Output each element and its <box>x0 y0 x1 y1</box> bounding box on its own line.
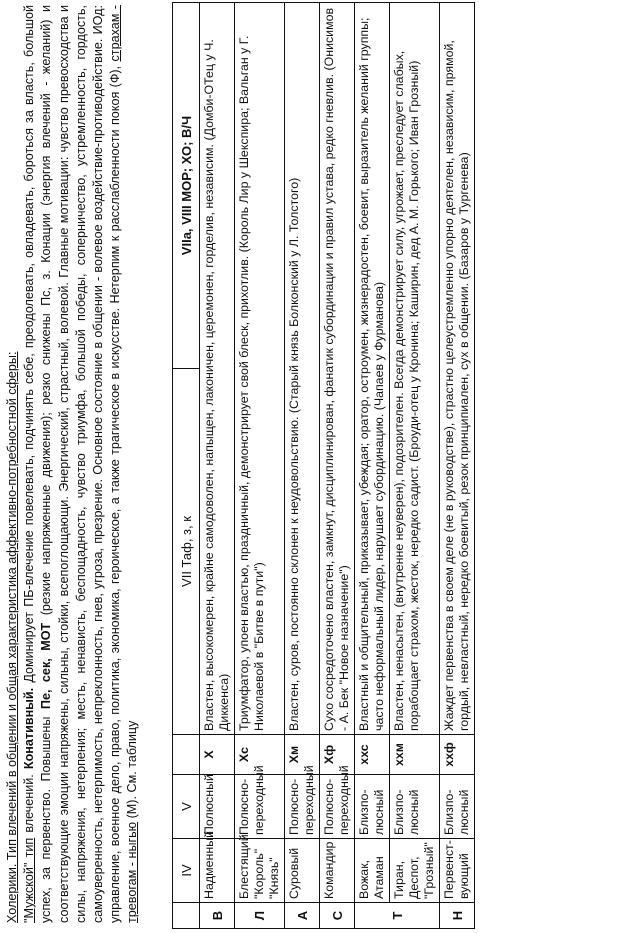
table-header-row <box>173 3 200 929</box>
description-cell: Сухо сосредоточено властен, замкнут, дисциплинирован, фанатик субординации и правил устава, редко гневлив. (Онисимов - А. Бек "Новое назначение") <box>320 3 355 735</box>
pole-cell: Полюсно-переходный <box>285 775 320 839</box>
table-row <box>235 3 285 929</box>
intro-text-run: Доминирует ПБ-влечение повелевать, подчинять себе, преодолевать, овладевать, бороться за власть, большой успех, за первенство. Повышены <box>22 5 54 923</box>
code-cell: Хф <box>320 735 355 775</box>
header-cell: IV <box>173 839 200 903</box>
type-name-cell: Вожак, Атаман <box>355 839 390 903</box>
type-name-cell: Тиран, Деспот, "Грозный" <box>390 839 440 903</box>
type-name-cell: Надменный <box>200 839 235 903</box>
code-cell: Хм <box>285 735 320 775</box>
intro-text-run: "Мужской" тип <box>22 837 37 923</box>
table-row <box>320 3 355 929</box>
pole-cell: Близпо-люсный <box>440 775 475 839</box>
type-table <box>172 2 475 929</box>
intro-text-run: Пе, сек, МОТ <box>39 622 54 710</box>
group-letter-cell: В <box>200 903 235 929</box>
code-cell: ххс <box>355 735 390 775</box>
group-letter-cell: Л <box>235 903 285 929</box>
group-letter-cell: Н <box>440 903 475 929</box>
table-body <box>200 3 475 929</box>
intro-text-run: влечений. <box>22 769 37 838</box>
type-name-cell: Командир <box>320 839 355 903</box>
pole-cell: Полюсный <box>200 775 235 839</box>
group-letter-cell: С <box>320 903 355 929</box>
code-cell: ххм <box>390 735 440 775</box>
intro-text-run: страхам - тревогам - ныгью <box>108 5 140 923</box>
intro-block <box>4 5 142 923</box>
pole-cell: Близпо-люсный <box>355 775 390 839</box>
pole-cell: Полюсно-переходный <box>320 775 355 839</box>
table-row <box>285 3 320 929</box>
intro-text-run: (М). См. таблицу <box>125 720 140 822</box>
type-name-cell: Суровый <box>285 839 320 903</box>
group-letter-cell: А <box>285 903 320 929</box>
pole-cell: Полюсно-переходный <box>235 775 285 839</box>
header-cell <box>173 903 200 929</box>
description-cell: Властен, ненасытен, (внутренне неуверен), подозрителен. Всегда демонстрирует силу, угрожает, преследует слабых, порабощает страхом, жесток, нередко садист. (Броуди-отец у Кронина; Каширин, дед А. М. Горького; Иван Грозный) <box>390 3 440 735</box>
code-cell: ххф <box>440 735 475 775</box>
type-table-wrapper <box>172 3 475 929</box>
header-cell: V <box>173 775 200 839</box>
header-cell: VII Таф, з, к <box>173 369 200 735</box>
intro-paragraph <box>21 5 141 923</box>
code-cell: Х <box>200 735 235 775</box>
description-cell: Властен, высокомерен, крайне самодоволен, напыщен, лаконичен, церемонен, горделив, независим. (Домби-ОТец у Ч. Диккенса) <box>200 3 235 735</box>
header-cell <box>173 735 200 775</box>
table-row <box>390 3 440 929</box>
header-cell: VIIa, VIII МОР; ХО; В/Ч <box>173 3 200 369</box>
intro-heading: Холерики. Тип влечений в общении и общая характеристика аффективно-потребностной сферы: <box>5 351 19 923</box>
description-cell: Жаждет первенства в своем деле (не в руководстве), страстно целеустремленно упорно деятелен, независим, прямой, гордый, невластный, нередко боевитый, резок принципиален, сух в общении. (Базаров у Тургенева) <box>440 3 475 735</box>
description-cell: Властный и общительный, приказывает, убеждая; оратор, остроумен, жизнерадостен, боевит, выразитель желаний группы; часто неформальный лидер, нарушает субординацию. (Чапаев у Фурманова) <box>355 3 390 735</box>
description-cell: Властен, суров, постоянно склонен к неудовольствию. (Старый князь Болконский у Л. Толстого) <box>285 3 320 735</box>
code-cell: Хс <box>235 735 285 775</box>
table-row <box>200 3 235 929</box>
group-letter-cell: Т <box>355 903 440 929</box>
description-cell: Триумфатор, упоен властью, праздничный, демонстрирует свой блеск, прихотлив. (Король Лир у Шекспира; Вальган у Г. Николаевой в "Битве в пути") <box>235 3 285 735</box>
table-row <box>440 3 475 929</box>
type-name-cell: Первенст-вующий <box>440 839 475 903</box>
intro-text-run: (резкие напряженные движения); резко снижены Пс, з. Конации (энергия влечений - желаний) и соответствующие эмоции напряжены, сильны, стойки, всепоглощающи. Энергический, страстный, волевой. Главные мотивации: чувство превосходства и силы, напряжения, нетерпения; месть, ненависть, беспощадность, чувство триумфа, большой победы, соперничество, устремленность, гордость, самоуверенность, нетерпимость, непреклонность, гнев, угроза, презрение. Основное состояние в общении - волевое воздействие-противодействие. ИОд: управление, военное дело, право, политика, экономика, героическое, а также трагическое в искусстве. Нетерпим к расслабленности покоя (Ф), <box>39 4 123 923</box>
pole-cell: Близпо-люсный <box>390 775 440 839</box>
table-row <box>355 3 390 929</box>
type-name-cell: Блестящий "Король" "Князь" <box>235 839 285 903</box>
intro-text-run: Конативный. <box>22 687 37 770</box>
